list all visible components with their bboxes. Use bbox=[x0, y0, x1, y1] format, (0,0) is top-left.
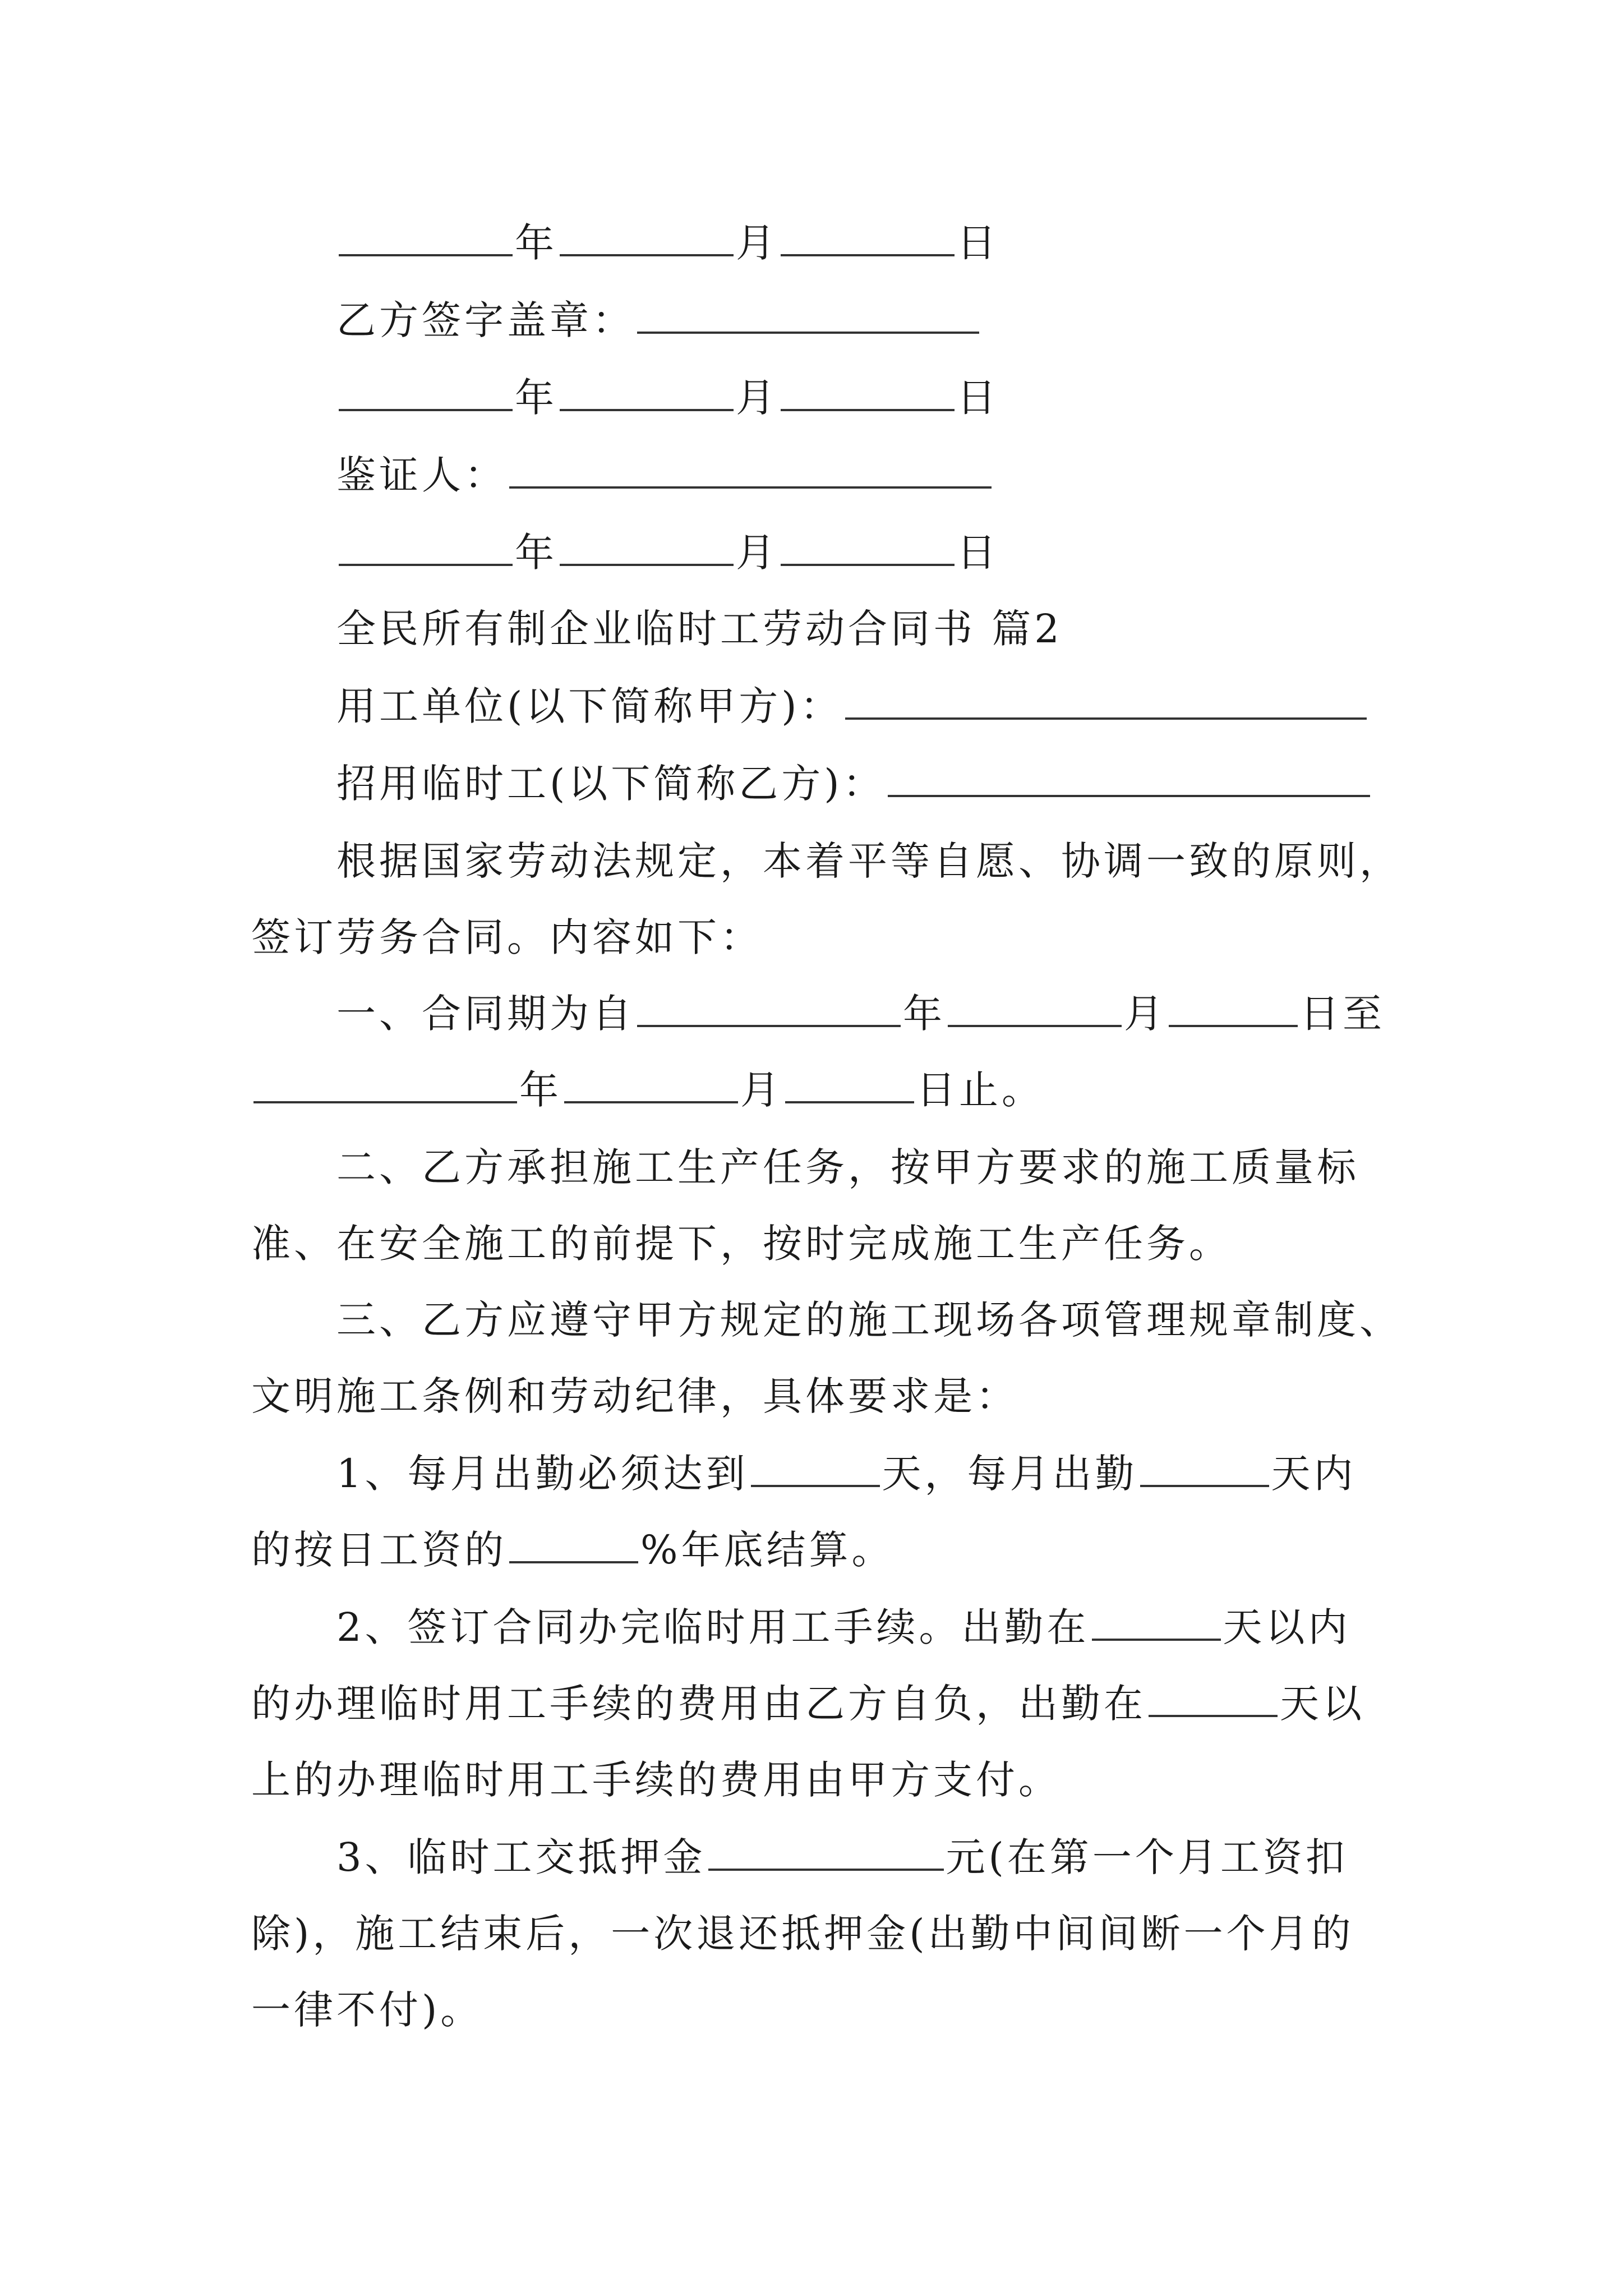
year-blank bbox=[339, 373, 513, 411]
party-b-signature-line bbox=[336, 295, 981, 346]
term-day-to-label: 日至 bbox=[1300, 991, 1385, 1037]
day-label: 日 bbox=[957, 220, 999, 266]
witness-label: 鉴证人： bbox=[336, 452, 507, 498]
day-blank bbox=[781, 218, 955, 256]
witness-line bbox=[336, 450, 994, 500]
clause2-line-2: 准、在安全施工的前提下，按时完成施工生产任务。 bbox=[251, 1221, 1232, 1267]
month-blank bbox=[560, 373, 734, 411]
days-blank bbox=[1149, 1679, 1278, 1717]
item3-line-3: 一律不付)。 bbox=[251, 1987, 483, 2033]
item1-text: 天内 bbox=[1271, 1451, 1357, 1497]
year-label: 年 bbox=[515, 220, 557, 266]
item3-line-2: 除)，施工结束后，一次退还抵押金(出勤中间间断一个月的 bbox=[251, 1911, 1354, 1957]
intro-line-2: 签订劳务合同。内容如下： bbox=[251, 914, 763, 960]
party-b-signature-blank bbox=[637, 296, 979, 334]
term-start-year-blank bbox=[637, 989, 901, 1027]
term-year-label: 年 bbox=[903, 991, 946, 1037]
term-end-month-blank bbox=[564, 1065, 738, 1103]
item2-text: 天以内 bbox=[1223, 1604, 1351, 1650]
item2-text: 的办理临时用工手续的费用由乙方自负，出勤在 bbox=[251, 1681, 1146, 1727]
day-label: 日 bbox=[957, 530, 999, 576]
month-label: 月 bbox=[736, 220, 778, 266]
clause3-line-2: 文明施工条例和劳动纪律，具体要求是： bbox=[251, 1373, 1018, 1419]
term-line-2 bbox=[251, 1065, 1044, 1115]
item3-text: 元(在第一个月工资扣 bbox=[946, 1834, 1348, 1880]
term-end-year-blank bbox=[253, 1065, 517, 1103]
term-month-label: 月 bbox=[740, 1067, 783, 1113]
item2-line-1 bbox=[336, 1602, 1351, 1653]
term-start-day-blank bbox=[1169, 989, 1298, 1027]
date-line-3 bbox=[336, 527, 999, 578]
date-line-1 bbox=[336, 218, 999, 268]
item1-text: 1、每月出勤必须达到 bbox=[336, 1451, 749, 1497]
month-blank bbox=[560, 528, 734, 566]
employer-line bbox=[336, 681, 1369, 731]
item3-line-1 bbox=[336, 1832, 1348, 1883]
year-label: 年 bbox=[515, 375, 557, 421]
witness-blank bbox=[509, 450, 992, 489]
days-blank bbox=[1092, 1603, 1221, 1641]
days-within-blank bbox=[1140, 1449, 1269, 1487]
item1-line-1 bbox=[336, 1448, 1357, 1499]
term-end-day-blank bbox=[785, 1065, 914, 1103]
item1-line-2 bbox=[251, 1525, 895, 1575]
clause2-line-1: 二、乙方承担施工生产任务，按甲方要求的施工质量标 bbox=[336, 1144, 1359, 1190]
month-blank bbox=[560, 218, 734, 256]
month-label: 月 bbox=[736, 375, 778, 421]
month-label: 月 bbox=[736, 530, 778, 576]
item2-line-2 bbox=[251, 1678, 1365, 1729]
intro-line-1: 根据国家劳动法规定，本着平等自愿、协调一致的原则， bbox=[336, 838, 1402, 884]
year-blank bbox=[339, 218, 513, 256]
employee-label: 招用临时工(以下简称乙方)： bbox=[336, 761, 886, 807]
year-label: 年 bbox=[515, 530, 557, 576]
employee-blank bbox=[888, 759, 1370, 797]
employer-label: 用工单位(以下简称甲方)： bbox=[336, 683, 843, 729]
item2-text: 天以 bbox=[1280, 1681, 1365, 1727]
day-blank bbox=[781, 373, 955, 411]
item2-line-3: 上的办理临时用工手续的费用由甲方支付。 bbox=[251, 1757, 1061, 1803]
section-title: 全民所有制企业临时工劳动合同书 篇2 bbox=[336, 606, 1063, 652]
item1-text: 天，每月出勤 bbox=[882, 1451, 1138, 1497]
party-b-signature-label: 乙方签字盖章： bbox=[336, 297, 635, 343]
term-label: 一、合同期为自 bbox=[336, 991, 635, 1037]
employer-blank bbox=[845, 682, 1367, 720]
day-blank bbox=[781, 528, 955, 566]
employee-line bbox=[336, 758, 1372, 809]
item1-text: %年底结算。 bbox=[640, 1527, 895, 1573]
date-line-2 bbox=[336, 372, 999, 423]
term-year-label: 年 bbox=[519, 1067, 562, 1113]
item2-text: 2、签订合同办完临时用工手续。出勤在 bbox=[336, 1604, 1090, 1650]
clause3-line-1: 三、乙方应遵守甲方规定的施工现场各项管理规章制度、 bbox=[336, 1297, 1402, 1343]
item3-text: 3、临时工交抵押金 bbox=[336, 1834, 706, 1880]
percent-blank bbox=[509, 1525, 638, 1563]
term-line-1 bbox=[336, 988, 1385, 1039]
min-days-blank bbox=[751, 1449, 880, 1487]
term-month-label: 月 bbox=[1124, 991, 1166, 1037]
deposit-blank bbox=[708, 1833, 944, 1871]
term-end-label: 日止。 bbox=[916, 1067, 1044, 1113]
year-blank bbox=[339, 528, 513, 566]
day-label: 日 bbox=[957, 375, 999, 421]
item1-text: 的按日工资的 bbox=[251, 1527, 507, 1573]
term-start-month-blank bbox=[948, 989, 1122, 1027]
